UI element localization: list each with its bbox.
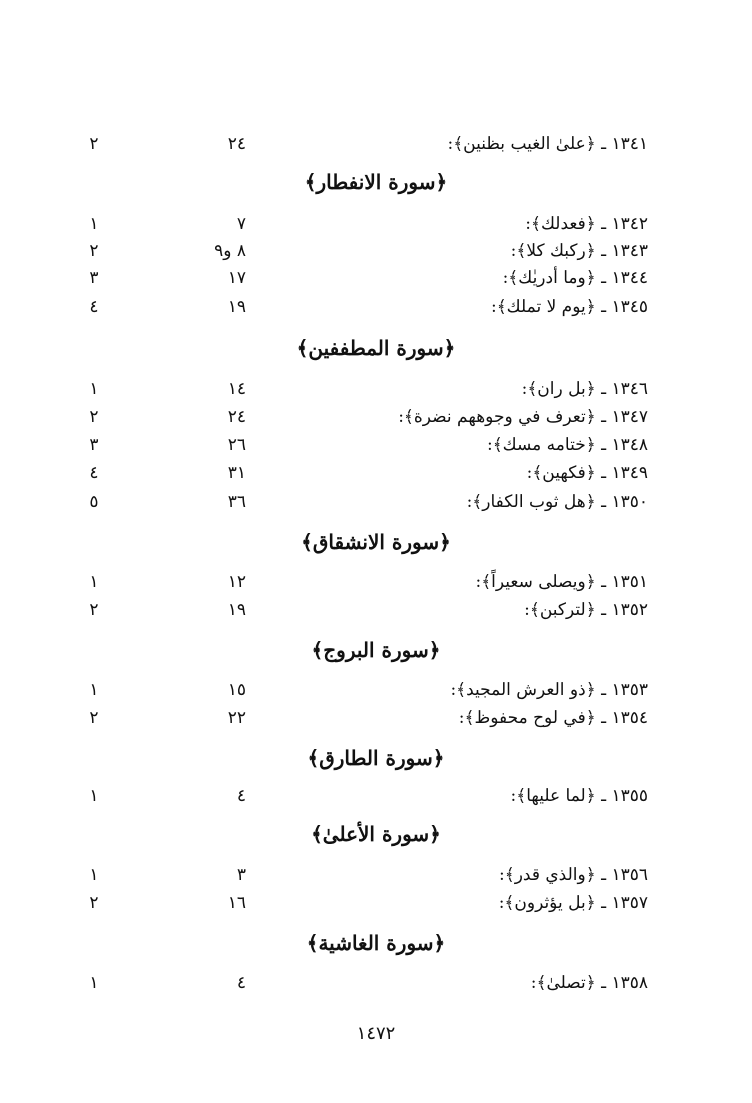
entry-text: ١٣٥٢ ـ ﴿لتركبن﴾:	[524, 600, 648, 620]
index-row	[0, 375, 752, 403]
verse-number: ٤	[236, 973, 246, 993]
index-row	[0, 210, 752, 238]
entry-text: ١٣٤٧ ـ ﴿تعرف في وجوههم نضرة﴾:	[398, 407, 648, 427]
order-number: ٢	[89, 893, 99, 913]
entry-text: ١٣٤٩ ـ ﴿فكهين﴾:	[526, 463, 648, 483]
order-number: ٢	[89, 134, 99, 154]
entry-text: ١٣٥٨ ـ ﴿تصلىٰ﴾:	[530, 973, 648, 993]
verse-number: ١٦	[227, 893, 246, 913]
verse-number: ٨ و٩	[214, 241, 246, 261]
index-row	[0, 969, 752, 997]
index-row	[0, 237, 752, 265]
index-row	[0, 403, 752, 431]
order-number: ٣	[89, 435, 99, 455]
entry-text: ١٣٤٢ ـ ﴿فعدلك﴾:	[525, 214, 648, 234]
entry-text: ١٣٥٦ ـ ﴿والذي قدر﴾:	[499, 865, 648, 885]
order-number: ١	[89, 680, 99, 700]
order-number: ٢	[89, 241, 99, 261]
verse-number: ٢٦	[227, 435, 246, 455]
order-number: ١	[89, 786, 99, 806]
order-number: ١	[89, 865, 99, 885]
surah-heading: ﴿سورة الانشقاق﴾	[301, 530, 451, 554]
verse-number: ٣	[236, 865, 246, 885]
index-row	[0, 676, 752, 704]
surah-heading: ﴿سورة البروج﴾	[311, 638, 441, 662]
verse-number: ١٧	[227, 268, 246, 288]
verse-number: ٧	[236, 214, 246, 234]
order-number: ١	[89, 379, 99, 399]
index-row	[0, 889, 752, 917]
index-row	[0, 431, 752, 459]
verse-number: ١٥	[227, 680, 246, 700]
entry-text: ١٣٥٠ ـ ﴿هل ثوب الكفار﴾:	[466, 492, 648, 512]
surah-heading: ﴿سورة الطارق﴾	[307, 746, 445, 770]
order-number: ٤	[89, 297, 99, 317]
surah-heading: ﴿سورة الانفطار﴾	[304, 170, 448, 194]
index-row	[0, 293, 752, 321]
verse-number: ٣٦	[227, 492, 246, 512]
verse-number: ٤	[236, 786, 246, 806]
surah-heading: ﴿سورة الأعلىٰ﴾	[311, 822, 441, 846]
entry-text: ١٣٥١ ـ ﴿ويصلى سعيراً﴾:	[475, 572, 648, 592]
order-number: ٢	[89, 407, 99, 427]
index-row	[0, 704, 752, 732]
index-row	[0, 568, 752, 596]
entry-text: ١٣٥٥ ـ ﴿لما عليها﴾:	[510, 786, 648, 806]
order-number: ٢	[89, 708, 99, 728]
index-row	[0, 264, 752, 292]
verse-number: ٣١	[227, 463, 246, 483]
entry-text: ١٣٤١ ـ ﴿علىٰ الغيب بظنين﴾:	[447, 134, 648, 154]
order-number: ٥	[89, 492, 99, 512]
order-number: ٣	[89, 268, 99, 288]
index-row	[0, 861, 752, 889]
entry-text: ١٣٤٥ ـ ﴿يوم لا تملك﴾:	[490, 297, 648, 317]
verse-number: ١٩	[227, 297, 246, 317]
order-number: ٤	[89, 463, 99, 483]
entry-text: ١٣٥٧ ـ ﴿بل يؤثرون﴾:	[498, 893, 648, 913]
index-row	[0, 130, 752, 158]
index-row	[0, 459, 752, 487]
order-number: ١	[89, 973, 99, 993]
order-number: ١	[89, 572, 99, 592]
index-row	[0, 782, 752, 810]
entry-text: ١٣٥٣ ـ ﴿ذو العرش المجيد﴾:	[450, 680, 648, 700]
verse-number: ١٩	[227, 600, 246, 620]
page-number: ١٤٧٢	[356, 1023, 396, 1044]
entry-text: ١٣٤٦ ـ ﴿بل ران﴾:	[521, 379, 648, 399]
entry-text: ١٣٤٣ ـ ﴿ركبك كلا﴾:	[510, 241, 648, 261]
order-number: ١	[89, 214, 99, 234]
verse-number: ٢٤	[227, 134, 246, 154]
index-row	[0, 596, 752, 624]
entry-text: ١٣٤٨ ـ ﴿ختامه مسك﴾:	[486, 435, 648, 455]
entry-text: ١٣٥٤ ـ ﴿في لوح محفوظ﴾:	[458, 708, 648, 728]
surah-heading: ﴿سورة المطففين﴾	[296, 336, 456, 360]
verse-number: ٢٤	[227, 407, 246, 427]
order-number: ٢	[89, 600, 99, 620]
entry-text: ١٣٤٤ ـ ﴿وما أدريٰك﴾:	[502, 268, 648, 288]
verse-number: ١٤	[227, 379, 246, 399]
index-row	[0, 488, 752, 516]
verse-number: ٢٢	[227, 708, 246, 728]
surah-heading: ﴿سورة الغاشية﴾	[306, 931, 446, 955]
verse-number: ١٢	[227, 572, 246, 592]
